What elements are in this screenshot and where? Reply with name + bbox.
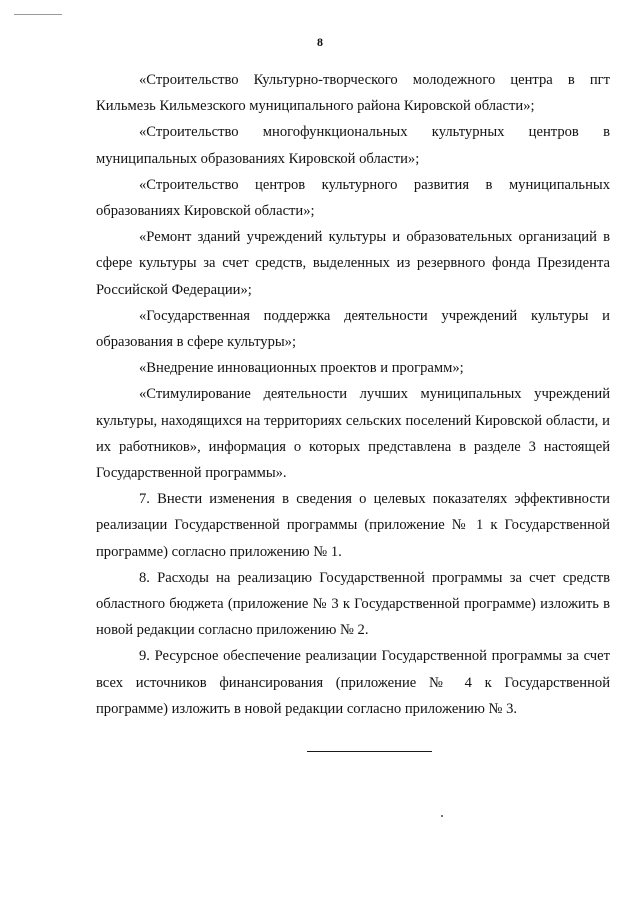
paragraph-state-support: «Государственная поддержка деятельности учреждений культуры и образования в сфере культуры»; — [96, 307, 610, 351]
paragraph-building-repair: «Ремонт зданий учреждений культуры и образовательных организаций в сфере культуры за счет средств, выделенных из резервного фонда Президента Российской Федерации»; — [96, 229, 610, 298]
paragraph-item-8: 8. Расходы на реализацию Государственной программы за счет средств областного бюджета (приложение № 3 к Государственной программе) изложить в новой редакции согласно приложению № 2. — [96, 569, 610, 639]
scan-speck — [441, 815, 443, 817]
paragraph-item-9: 9. Ресурсное обеспечение реализации Государственной программы за счет всех источников финансирования (приложение № 4 к Государственной программе) изложить в новой редакции согласно приложению № 3. — [96, 648, 610, 717]
paragraph-cultural-development-centers: «Строительство центров культурного развития в муниципальных образованиях Кировской области»; — [96, 176, 610, 220]
paragraph-kilmez-center: «Строительство Культурно-творческого молодежного центра в пгт Кильмезь Кильмезского муниципального района Кировской области»; — [96, 72, 610, 115]
paragraph-innovation-projects: «Внедрение инновационных проектов и программ»; — [139, 360, 464, 377]
document-body — [96, 67, 610, 722]
paragraph-item-7: 7. Внести изменения в сведения о целевых показателях эффективности реализации Государственной программы (приложение № 1 к Государственной программе) согласно приложению № 1. — [96, 491, 610, 560]
scan-edge-line — [14, 14, 62, 15]
closing-divider — [307, 751, 432, 752]
page-number: 8 — [317, 35, 323, 49]
paragraph-multifunctional-centers: «Строительство многофункциональных культурных центров в муниципальных образованиях Кировской области»; — [96, 124, 610, 167]
paragraph-rural-incentives: «Стимулирование деятельности лучших муниципальных учреждений культуры, находящихся на территориях сельских поселений Кировской области, и их работников», информация о которых представлена в разделе 3 настоящей Государственной программы». — [96, 386, 610, 482]
